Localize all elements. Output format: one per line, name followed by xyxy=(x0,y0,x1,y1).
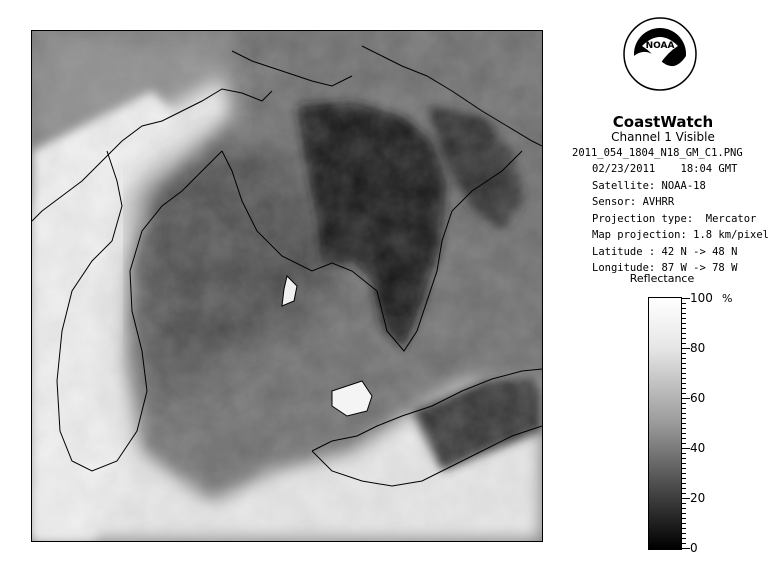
colorbar-minor-tick xyxy=(682,533,686,534)
colorbar-minor-tick xyxy=(682,463,686,464)
colorbar-minor-tick xyxy=(682,418,686,419)
colorbar-minor-tick xyxy=(682,453,686,454)
colorbar-minor-tick xyxy=(682,333,686,334)
noaa-logo-icon xyxy=(622,16,698,92)
colorbar-minor-tick xyxy=(682,513,686,514)
colorbar-minor-tick xyxy=(682,408,686,409)
colorbar-minor-tick xyxy=(682,473,686,474)
colorbar-tick-label: 60 xyxy=(690,391,706,405)
map-projection: Map projection: 1.8 km/pixel xyxy=(592,229,770,241)
projection-type: Projection type: Mercator xyxy=(592,213,757,225)
file-name: 2011_054_1804_N18_GM_C1.PNG xyxy=(572,147,743,159)
colorbar-tick-label: 20 xyxy=(690,491,706,505)
colorbar-minor-tick xyxy=(682,363,686,364)
colorbar-minor-tick xyxy=(682,318,686,319)
colorbar-minor-tick xyxy=(682,378,686,379)
colorbar-minor-tick xyxy=(682,348,690,349)
colorbar-minor-tick xyxy=(682,528,686,529)
great-lakes-image xyxy=(32,31,542,541)
colorbar-minor-tick xyxy=(682,353,686,354)
datetime: 02/23/2011 18:04 GMT xyxy=(592,163,738,175)
satellite-map xyxy=(31,30,543,542)
colorbar-minor-tick xyxy=(682,398,690,399)
satellite-info: Satellite: NOAA-18 xyxy=(592,180,706,192)
colorbar-unit: % xyxy=(722,292,733,305)
colorbar-tick-label: 0 xyxy=(690,541,698,555)
colorbar-minor-tick xyxy=(682,338,686,339)
colorbar-minor-tick xyxy=(682,508,686,509)
colorbar-minor-tick xyxy=(682,403,686,404)
colorbar-tick-label: 100 xyxy=(690,291,713,305)
colorbar-minor-tick xyxy=(682,323,686,324)
colorbar-minor-tick xyxy=(682,358,686,359)
colorbar-minor-tick xyxy=(682,523,686,524)
colorbar-tick-label: 40 xyxy=(690,441,706,455)
colorbar-minor-tick xyxy=(682,388,686,389)
colorbar-minor-tick xyxy=(682,368,686,369)
colorbar-minor-tick xyxy=(682,373,686,374)
colorbar-tick-label: 80 xyxy=(690,341,706,355)
latitude-range: Latitude : 42 N -> 48 N xyxy=(592,246,738,258)
colorbar-minor-tick xyxy=(682,483,686,484)
app-title: CoastWatch xyxy=(612,113,714,131)
colorbar-minor-tick xyxy=(682,448,690,449)
colorbar-minor-tick xyxy=(682,548,690,549)
colorbar-minor-tick xyxy=(682,298,690,299)
colorbar-minor-tick xyxy=(682,393,686,394)
colorbar-minor-tick xyxy=(682,488,686,489)
colorbar-minor-tick xyxy=(682,343,686,344)
colorbar-minor-tick xyxy=(682,478,686,479)
colorbar-minor-tick xyxy=(682,498,690,499)
colorbar-minor-tick xyxy=(682,503,686,504)
colorbar-minor-tick xyxy=(682,493,686,494)
longitude-range: Longitude: 87 W -> 78 W xyxy=(592,262,738,274)
logo-text: NOAA xyxy=(645,41,675,51)
colorbar-minor-tick xyxy=(682,543,686,544)
colorbar-minor-tick xyxy=(682,328,686,329)
colorbar-minor-tick xyxy=(682,313,686,314)
colorbar-minor-tick xyxy=(682,303,686,304)
colorbar-minor-tick xyxy=(682,438,686,439)
colorbar-minor-tick xyxy=(682,518,686,519)
colorbar-minor-tick xyxy=(682,443,686,444)
colorbar-minor-tick xyxy=(682,383,686,384)
channel-subtitle: Channel 1 Visible xyxy=(611,130,715,144)
colorbar-minor-tick xyxy=(682,423,686,424)
colorbar-minor-tick xyxy=(682,413,686,414)
colorbar xyxy=(648,297,682,550)
colorbar-minor-tick xyxy=(682,538,686,539)
colorbar-minor-tick xyxy=(682,458,686,459)
colorbar-minor-tick xyxy=(682,433,686,434)
sensor-info: Sensor: AVHRR xyxy=(592,196,675,208)
colorbar-minor-tick xyxy=(682,468,686,469)
colorbar-minor-tick xyxy=(682,308,686,309)
colorbar-title: Reflectance xyxy=(629,272,695,285)
colorbar-minor-tick xyxy=(682,428,686,429)
